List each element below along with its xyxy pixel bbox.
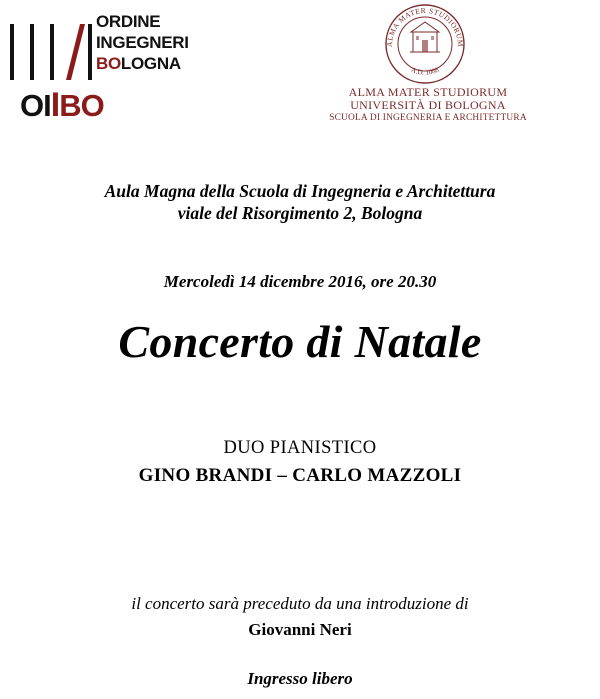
oibo-mark-left: OI [20,88,51,123]
unibo-line3: SCUOLA DI INGEGNERIA E ARCHITETTURA [329,113,527,123]
unibo-line2: UNIVERSITÀ DI BOLOGNA [350,98,506,112]
oibo-line3-rest: LOGNA [120,54,181,73]
unibo-text [318,86,538,124]
seal-bottom-text: A.D. 1088 [410,65,441,77]
ensemble-name: DUO PIANISTICO [223,438,377,458]
unibo-seal-icon [380,2,470,86]
venue-line2: viale del Risorgimento 2, Bologna [177,203,423,223]
oibo-mark-right: BO [59,88,104,123]
event-date: Mercoledì 14 dicembre 2016, ore 20.30 [163,272,437,291]
intro-text: il concerto sarà preceduto da una introduzione di [131,594,469,613]
oibo-mark-divider: I [50,86,60,124]
venue-line1: Aula Magna della Scuola di Ingegneria e Architettura [104,181,496,201]
unibo-logo [318,2,538,126]
oibo-line3-red: BO [96,54,121,73]
oibo-line1: ORDINE [96,12,161,31]
unibo-line1: ALMA MATER STUDIORUM [348,85,508,99]
oibo-line3 [96,54,181,74]
admission: Ingresso libero [247,669,353,688]
oibo-line2: INGEGNERI [96,33,189,52]
svg-text:A.D. 1088 [410,66,440,77]
seal-top-text: ALMA MATER STUDIORUM [384,5,466,48]
page-title: Concerto di Natale [118,316,482,367]
venue [0,180,600,224]
performer-names: GINO BRANDI – CARLO MAZZOLI [138,465,462,486]
ordine-ingegneri-logo [8,10,198,122]
oibo-mark-text [20,88,104,123]
speaker-name: Giovanni Neri [248,620,352,639]
